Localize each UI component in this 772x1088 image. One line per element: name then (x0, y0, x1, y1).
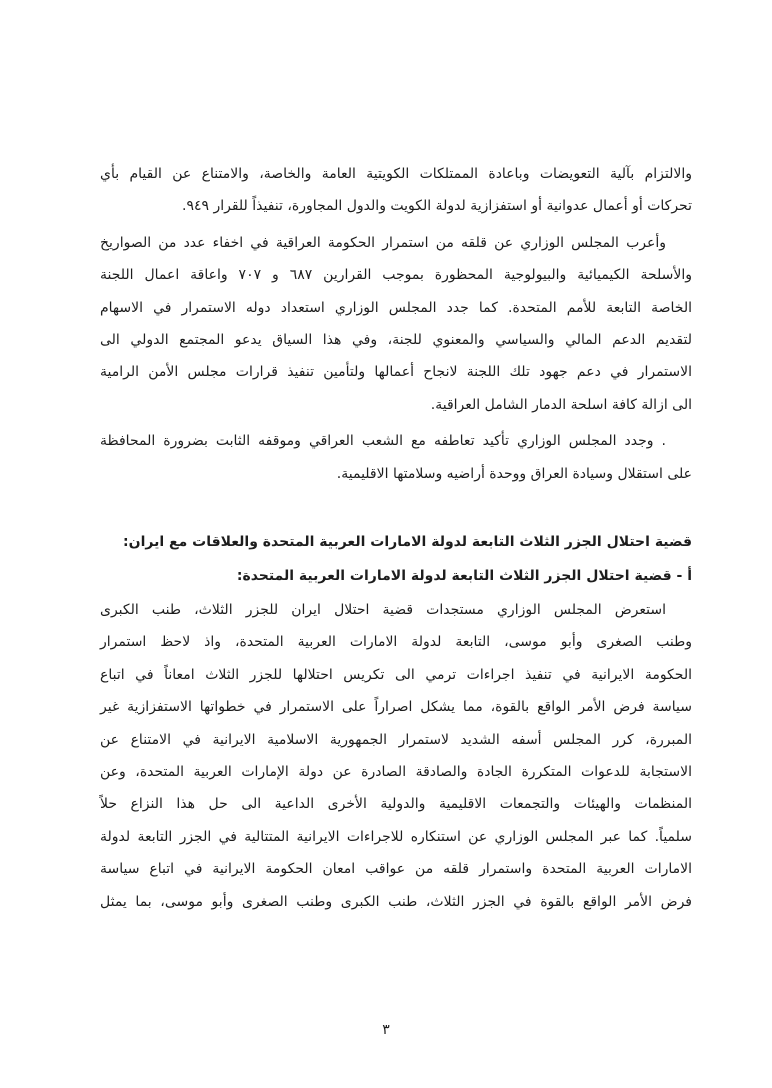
paragraph-iraq-people (100, 425, 692, 490)
text-line: والالتزام بآلية التعويضات وباعادة الممتلكات الكويتية العامة والخاصة، والامتناع عن القيام بأي (100, 166, 692, 182)
text-line: المبررة، كرر المجلس أسفه الشديد لاستمرار الجمهورية الاسلامية الايرانية في الامتناع عن (100, 731, 692, 748)
text-line: الحكومة الايرانية في تنفيذ اجراءات ترمي الى تكريس احتلالها للجزر الثلاث امعاناً في اتباع (100, 666, 692, 683)
text-line: والأسلحة الكيميائية والبيولوجية المحظورة بموجب القرارين ٦٨٧ و ٧٠٧ واعاقة اعمال اللجنة (100, 267, 692, 284)
text-line: الخاصة التابعة للأمم المتحدة. كما جدد المجلس الوزاري استعداد دوله الاستمرار في الاسهام (100, 299, 692, 316)
paragraph-iraq-weapons (100, 227, 692, 421)
text-line: وأعرب المجلس الوزاري عن قلقه من استمرار الحكومة العراقية في اخفاء عدد من الصواريخ (100, 234, 666, 251)
text-line: الامارات العربية المتحدة واستمرار قلقه من عواقب امعان الحكومة الايرانية في اتباع سياسة (100, 861, 692, 878)
text-line: فرض الأمر الواقع بالقوة في الجزر الثلاث، طنب الكبرى وطنب الصغرى وأبو موسى، بما يمثل (100, 893, 692, 910)
text-line: تحركات أو أعمال عدوانية أو استفزازية لدولة الكويت والدول المجاورة، تنفيذاً للقرار ٩٤٩. (181, 198, 692, 215)
page-number: ٣ (382, 1022, 390, 1038)
paragraph-islands-occupation (100, 594, 692, 918)
text-line: الاستجابة للدعوات المتكررة الجادة والصادقة الصادرة عن دولة الإمارات العربية المتحدة، وعن (100, 763, 692, 780)
section-heading-islands: قضية احتلال الجزر الثلاث التابعة لدولة الامارات العربية المتحدة والعلاقات مع ايران: (123, 534, 692, 551)
text-line: وطنب الصغرى وأبو موسى، التابعة لدولة الامارات العربية المتحدة، واذ لاحظ استمرار (100, 634, 692, 651)
text-line: . وجدد المجلس الوزاري تأكيد تعاطفه مع الشعب العراقي وموقفه الثابت بضرورة المحافظة (100, 433, 666, 450)
text-line: سياسة فرض الأمر الواقع بالقوة، مما يشكل اصراراً على الاستمرار في خطواتها الاستفزازية غير (100, 699, 692, 716)
text-line: على استقلال وسيادة العراق ووحدة أراضيه وسلامتها الاقليمية. (336, 465, 692, 482)
page-body (100, 158, 692, 918)
text-line: الاستمرار في دعم جهود تلك اللجنة لانجاح أعمالها ولتأمين تنفيذ قرارات مجلس الأمن الرامية (100, 364, 692, 381)
text-line: الى ازالة كافة اسلحة الدمار الشامل العراقية. (430, 396, 692, 413)
section-subheading-islands: أ - قضية احتلال الجزر الثلاث التابعة لدولة الامارات العربية المتحدة: (236, 568, 692, 585)
text-line: لتقديم الدعم المالي والسياسي والمعنوي للجنة، وفي هذا السياق يدعو المجتمع الدولي الى (100, 332, 692, 349)
text-line: سلمياً. كما عبر المجلس الوزاري عن استنكاره للاجراءات الايرانية المتتالية في الجزر التابعة لدولة (100, 828, 692, 845)
text-line: المنظمات والهيئات والتجمعات الاقليمية والدولية الأخرى الداعية الى حل هذا النزاع حلاً (100, 796, 692, 813)
text-line: استعرض المجلس الوزاري مستجدات قضية احتلال ايران للجزر الثلاث، طنب الكبرى (100, 601, 666, 618)
paragraph-kuwait-compensation (100, 158, 692, 223)
